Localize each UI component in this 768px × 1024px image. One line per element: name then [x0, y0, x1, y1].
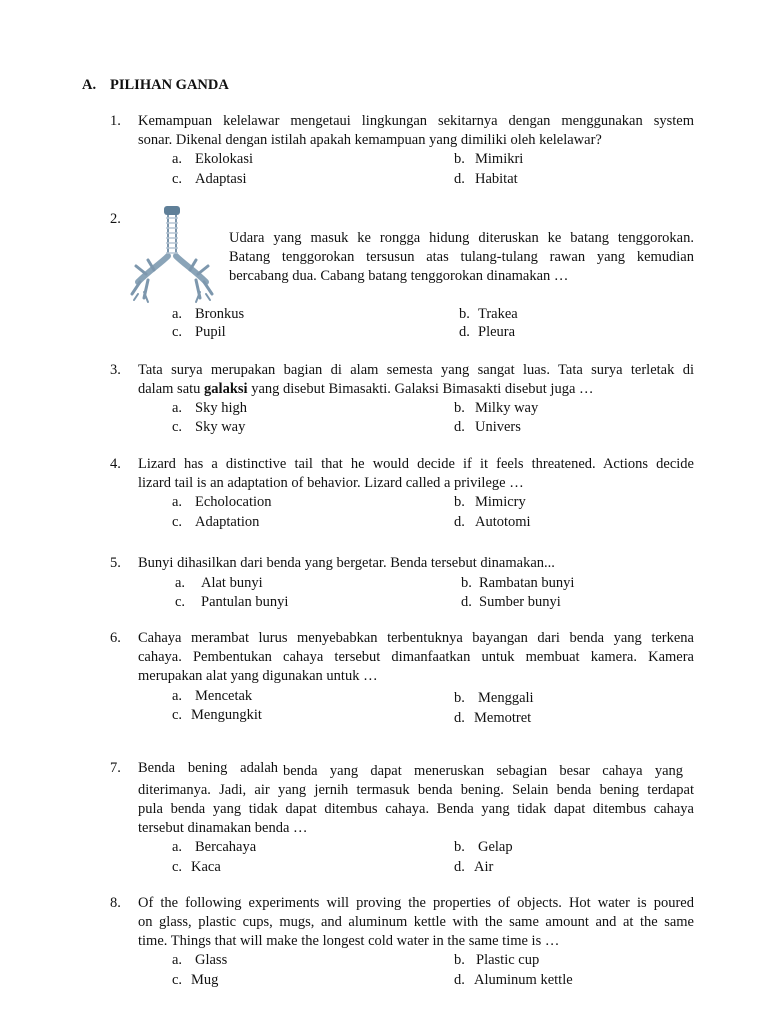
trachea-bronchi-icon [126, 204, 218, 304]
option-a-text: Ekolokasi [195, 151, 253, 167]
option-c-text: Sky way [195, 419, 246, 435]
option-d-text: Memotret [474, 710, 532, 726]
question-text-line: Batang tenggorokan tersusun atas tulang-tulang rawan yang kemudian [229, 249, 694, 265]
option-a-letter: a. [175, 575, 186, 591]
option-c-text: Kaca [191, 859, 221, 875]
question-number: 1. [110, 113, 121, 129]
option-d-text: Univers [475, 419, 521, 435]
option-a-letter: a. [172, 400, 183, 416]
option-d-text: Pleura [478, 324, 516, 340]
option-b-text: Trakea [478, 306, 518, 322]
option-d-letter: d. [454, 171, 465, 187]
option-a-letter: a. [172, 306, 183, 322]
bold-term: galaksi [204, 381, 248, 397]
option-c-letter: c. [172, 859, 183, 875]
option-b-letter: b. [454, 494, 465, 510]
question-number: 5. [110, 555, 121, 571]
option-d-text: Autotomi [475, 514, 531, 530]
option-b-letter: b. [454, 839, 465, 855]
question-text-line [138, 380, 594, 399]
option-d-letter: d. [454, 972, 465, 988]
option-d-letter: d. [454, 514, 465, 530]
option-d-letter: d. [454, 419, 465, 435]
question-text-line: time. Things that will make the longest cold water in the same time is … [138, 933, 560, 949]
question-text-line: bercabang dua. Cabang batang tenggorokan dinamakan … [229, 268, 569, 284]
option-c-letter: c. [172, 514, 183, 530]
question-text-line: sonar. Dikenal dengan istilah apakah kemampuan yang dimiliki oleh kelelawar? [138, 132, 602, 148]
question-number: 8. [110, 895, 121, 911]
option-c-letter: c. [172, 419, 183, 435]
option-b-letter: b. [461, 575, 472, 591]
question-number: 7. [110, 760, 121, 776]
question-text-line: on glass, plastic cups, mugs, and aluminum kettle with the same amount and at the same [138, 914, 694, 930]
option-d-letter: d. [461, 594, 472, 610]
option-b-text: Mimicry [475, 494, 526, 510]
option-a-text: Mencetak [195, 688, 253, 704]
option-b-text: Rambatan bunyi [479, 575, 575, 591]
question-number: 4. [110, 456, 121, 472]
option-c-text: Adaptasi [195, 171, 247, 187]
text-segment: yang disebut Bimasakti. Galaksi Bimasakti disebut juga … [247, 381, 594, 397]
option-a-letter: a. [172, 151, 183, 167]
question-number: 6. [110, 630, 121, 646]
option-a-letter: a. [172, 688, 183, 704]
question-text-line: Cahaya merambat lurus menyebabkan terbentuknya bayangan dari benda yang terkena [138, 630, 694, 646]
section-title: PILIHAN GANDA [110, 77, 229, 93]
option-a-text: Bronkus [195, 306, 245, 322]
question-number: 2. [110, 211, 121, 227]
question-text-line: Lizard has a distinctive tail that he would decide if it feels threatened. Actions decide [138, 456, 694, 472]
question-text-line: Bunyi dihasilkan dari benda yang bergetar. Benda tersebut dinamakan... [138, 555, 555, 571]
option-d-letter: d. [459, 324, 470, 340]
option-c-text: Mengungkit [191, 707, 262, 723]
option-a-text: Glass [195, 952, 228, 968]
option-a-letter: a. [172, 494, 183, 510]
question-number: 3. [110, 362, 121, 378]
option-d-text: Sumber bunyi [479, 594, 561, 610]
option-c-letter: c. [175, 594, 186, 610]
option-a-letter: a. [172, 839, 183, 855]
option-d-text: Aluminum kettle [474, 972, 573, 988]
question-text-line: cahaya. Pembentukan cahaya tersebut dimanfaatkan untuk membuat kamera. Kamera [138, 649, 694, 665]
question-text-line: tersebut dinamakan benda … [138, 820, 308, 836]
option-d-letter: d. [454, 710, 465, 726]
option-a-text: Bercahaya [195, 839, 257, 855]
option-a-text: Echolocation [195, 494, 272, 510]
question-text-line: diterimanya. Jadi, air yang jernih termasuk benda bening. Selain benda bening terdapat [138, 782, 694, 798]
option-b-letter: b. [454, 151, 465, 167]
option-b-text: Plastic cup [476, 952, 540, 968]
option-d-text: Air [474, 859, 494, 875]
question-text-line: Of the following experiments will proving the properties of objects. Hot water is poured [138, 895, 694, 911]
option-b-text: Milky way [475, 400, 539, 416]
option-b-letter: b. [454, 400, 465, 416]
text-segment: dalam satu [138, 381, 205, 397]
option-b-letter: b. [454, 952, 465, 968]
section-letter: A. [82, 77, 97, 93]
question-text-line: benda yang dapat meneruskan sebagian besar cahaya yang [283, 763, 683, 779]
option-c-text: Pupil [195, 324, 226, 340]
question-text-line: Benda bening adalah [138, 760, 278, 776]
option-d-text: Habitat [475, 171, 518, 187]
option-b-letter: b. [459, 306, 470, 322]
option-c-text: Adaptation [195, 514, 260, 530]
option-c-letter: c. [172, 171, 183, 187]
question-text-line: Udara yang masuk ke rongga hidung diteruskan ke batang tenggorokan. [229, 230, 694, 246]
option-c-letter: c. [172, 972, 183, 988]
option-a-text: Alat bunyi [201, 575, 263, 591]
option-c-text: Pantulan bunyi [201, 594, 289, 610]
option-b-letter: b. [454, 690, 465, 706]
option-a-text: Sky high [195, 400, 247, 416]
question-text-line: Tata surya merupakan bagian di alam semesta yang sangat luas. Tata surya terletak di [138, 362, 694, 378]
option-c-letter: c. [172, 707, 183, 723]
option-b-text: Menggali [478, 690, 534, 706]
option-c-letter: c. [172, 324, 183, 340]
question-text-line: merupakan alat yang digunakan untuk … [138, 668, 378, 684]
option-b-text: Mimikri [475, 151, 524, 167]
option-b-text: Gelap [478, 839, 513, 855]
question-text-line: Kemampuan kelelawar mengetaui lingkungan sekitarnya dengan menggunakan system [138, 113, 694, 129]
option-c-text: Mug [191, 972, 219, 988]
question-text-line: pula benda yang tidak dapat ditembus cahaya. Benda yang tidak dapat ditembus cahaya [138, 801, 694, 817]
option-a-letter: a. [172, 952, 183, 968]
option-d-letter: d. [454, 859, 465, 875]
question-text-line: lizard tail is an adaptation of behavior. Lizard called a privilege … [138, 475, 524, 491]
